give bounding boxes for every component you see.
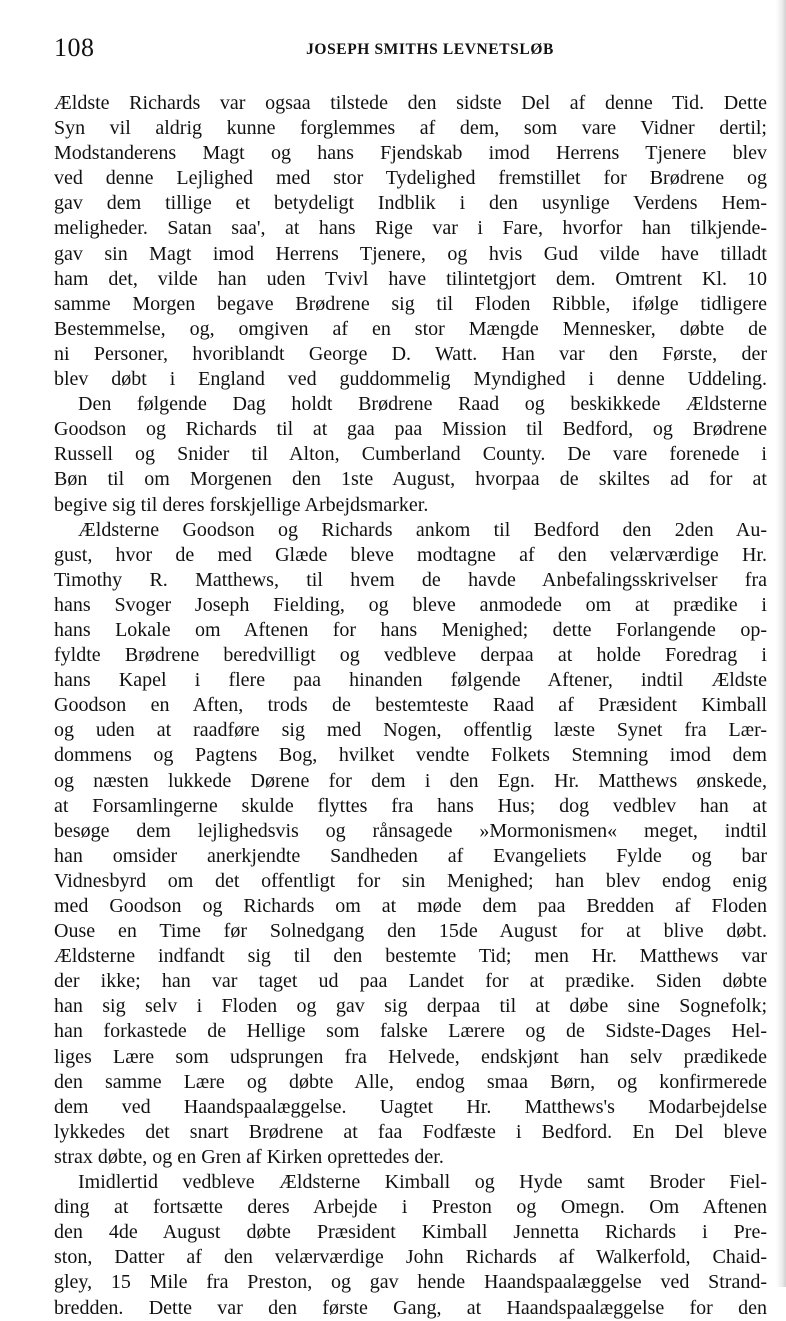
text-line: lykkedes det snart Brødrene at faa Fodfæste i Bedford. En Del bleve [54,1120,767,1143]
text-line: og uden at raadføre sig med Nogen, offentlig læste Synet fra Lær- [54,719,767,742]
text-line: blev døbt i England ved guddommelig Myndighed i denne Uddeling. [54,368,767,391]
text-line: ved denne Lejlighed med stor Tydelighed fremstillet for Brødrene og [54,167,767,190]
text-line: bredden. Dette var den første Gang, at Haandspaalæggelse for den [54,1296,767,1319]
text-line: hans Lokale om Aftenen for hans Menighed; dette Forlangende op- [54,618,767,641]
text-line: Ældsterne Goodson og Richards ankom til Bedford den 2den Au- [78,518,767,541]
text-line: han omsider anerkjendte Sandheden af Evangeliets Fylde og bar [54,844,767,867]
text-line: Russell og Snider til Alton, Cumberland County. De vare forenede i [54,443,767,466]
body-text [54,91,767,1321]
text-line: fyldte Brødrene beredvilligt og vedbleve derpaa at holde Foredrag i [54,644,767,667]
text-line: besøge dem lejlighedsvis og rånsagede »Mormonismen« meget, indtil [54,819,767,842]
text-line: Ældsterne indfandt sig til den bestemte Tid; men Hr. Matthews var [54,945,767,968]
text-line: ni Personer, hvoriblandt George D. Watt. Han var den Første, der [54,342,767,365]
text-line: dem ved Haandspaalæggelse. Uagtet Hr. Matthews's Modarbejdelse [54,1095,767,1118]
text-line: dommens og Pagtens Bog, hvilket vendte Folkets Stemning imod dem [54,744,767,767]
text-line: samme Morgen begave Brødrene sig til Floden Ribble, ifølge tidligere [54,292,767,315]
text-line: begive sig til deres forskjellige Arbejdsmarker. [54,493,429,516]
text-line: Goodson og Richards til at gaa paa Mission til Bedford, og Brødrene [54,418,767,441]
text-line: hans Svoger Joseph Fielding, og bleve anmodede om at prædike i [54,593,767,616]
page-header [54,34,766,64]
text-line: gav sin Magt imod Herrens Tjenere, og hvis Gud vilde have tilladt [54,242,767,265]
text-line: Timothy R. Matthews, til hvem de havde Anbefalingsskrivelser fra [54,568,767,591]
text-line: Ouse en Time før Solnedgang den 15de August for at blive døbt. [54,920,767,943]
page-number: 108 [54,33,95,62]
text-line: Ældste Richards var ogsaa tilstede den sidste Del af denne Tid. Dette [54,92,767,114]
spine-shadow [776,0,786,1287]
text-line: den 4de August døbte Præsident Kimball Jennetta Richards i Pre- [54,1221,767,1244]
text-line: Imidlertid vedbleve Ældsterne Kimball og Hyde samt Broder Fiel- [78,1171,767,1194]
text-line: Bøn til om Morgenen den 1ste August, hvorpaa de skiltes ad for at [54,468,767,491]
text-line: der ikke; han var taget ud paa Landet for at prædike. Siden døbte [54,970,767,993]
text-line: ding at fortsætte deres Arbejde i Preston og Omegn. Om Aftenen [54,1196,767,1219]
text-line: Syn vil aldrig kunne forglemmes af dem, som vare Vidner dertil; [54,117,767,140]
text-line: Goodson en Aften, trods de bestemteste Raad af Præsident Kimball [54,694,767,717]
text-line: han sig selv i Floden og gav sig derpaa til at døbe sine Sognefolk; [54,995,767,1018]
text-line: Den følgende Dag holdt Brødrene Raad og beskikkede Ældsterne [78,393,767,416]
text-line: at Forsamlingerne skulde flyttes fra hans Hus; dog vedblev han at [54,794,767,817]
text-line: hans Kapel i flere paa hinanden følgende Aftener, indtil Ældste [54,669,767,692]
text-line: meligheder. Satan saa', at hans Rige var i Fare, hvorfor han tilkjende- [54,217,767,240]
text-line: ham det, vilde han uden Tvivl have tilintetgjort dem. Omtrent Kl. 10 [54,267,767,290]
text-line: Vidnesbyrd om det offentligt for sin Menighed; han blev endog enig [54,869,767,892]
text-line: Modstanderens Magt og hans Fjendskab imod Herrens Tjenere blev [54,142,767,165]
text-line: med Goodson og Richards om at møde dem paa Bredden af Floden [54,895,767,917]
text-line: den samme Lære og døbte Alle, endog smaa Børn, og konfirmerede [54,1070,767,1093]
text-line: strax døbte, og en Gren af Kirken oprettedes der. [54,1145,444,1168]
text-line: ston, Datter af den velærværdige John Richards af Walkerfold, Chaid- [54,1246,767,1269]
text-line: Bestemmelse, og, omgiven af en stor Mængde Mennesker, døbte de [54,317,767,340]
text-line: han forkastede de Hellige som falske Lærere og de Sidste-Dages Hel- [54,1020,767,1043]
running-head: JOSEPH SMITHS LEVNETSLØB [306,41,554,58]
text-line: gav dem tillige et betydeligt Indblik i den usynlige Verdens Hem- [54,192,767,215]
text-line: liges Lære som udsprungen fra Helvede, endskjønt han selv prædikede [54,1045,767,1068]
text-line: og næsten lukkede Dørene for dem i den Egn. Hr. Matthews ønskede, [54,769,767,792]
text-line: gley, 15 Mile fra Preston, og gav hende Haandspaalæggelse ved Strand- [54,1271,767,1294]
text-line: gust, hvor de med Glæde bleve modtagne af den velærværdige Hr. [54,543,767,566]
